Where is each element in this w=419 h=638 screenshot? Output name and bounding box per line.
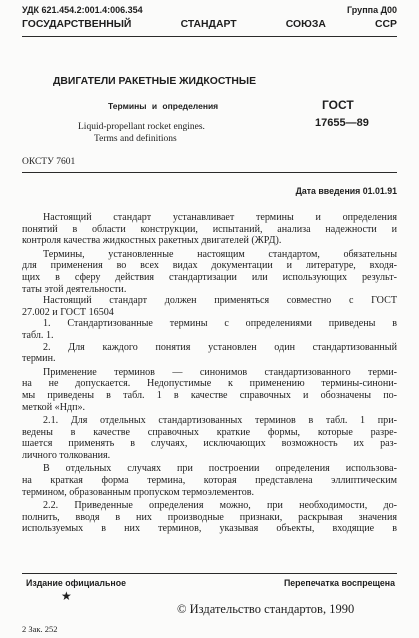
body-line: 2. Для каждого понятия установлен один стандартизованный xyxy=(43,341,397,353)
document-title: ДВИГАТЕЛИ РАКЕТНЫЕ ЖИДКОСТНЫЕ xyxy=(53,76,257,87)
body-line: полнить, вводя в них производные признаки, раскрывая значения xyxy=(22,511,397,523)
title-rule xyxy=(22,172,397,173)
body-line: 2.2. Приведенные определения можно, при необходимости, до- xyxy=(43,500,397,512)
body-line: щих в сферу действия стандартизации или использующих результ- xyxy=(22,271,397,283)
body-line: на краткая форма термина, которая представлена эллиптическим xyxy=(22,475,397,487)
official-edition-note: Издание официальное xyxy=(26,578,126,588)
body-line: ведены в качестве справочных краткие формы, которые разре- xyxy=(22,426,397,438)
body-line: меткой «Ндп». xyxy=(22,401,86,413)
body-line: 2.1. Для отдельных стандартизованных терминов в табл. 1 при- xyxy=(43,415,397,427)
group-code: Группа Д00 xyxy=(347,5,397,15)
body-line: термином, образованным пропуском термоэлементов. xyxy=(22,486,255,498)
gost-number: 17655—89 xyxy=(315,117,369,129)
reprint-prohibited-note: Перепечатка воспрещена xyxy=(283,578,395,588)
oksu-code: ОКСТУ 7601 xyxy=(22,157,76,167)
body-line: мы приведены в табл. 1 в качестве справочных и обозначены по- xyxy=(22,389,397,401)
body-line: личного толкования. xyxy=(22,449,111,461)
footer-rule xyxy=(22,573,397,574)
copyright-notice: © Издательство стандартов, 1990 xyxy=(177,602,355,616)
body-line: 1. Стандартизованные термины с определениями приведены в xyxy=(43,318,397,330)
body-line: Применение терминов — синонимов стандартизованного терми- xyxy=(43,366,397,378)
body-line: используемых в них терминов, указывая объекты, входящие в xyxy=(22,523,397,535)
introduction-date: Дата введения 01.01.91 xyxy=(295,186,397,196)
body-line: шается применять в случаях, исключающих возможность их раз- xyxy=(22,438,397,450)
document-subtitle: Термины и определения xyxy=(108,101,219,111)
header-rule xyxy=(22,36,397,37)
body-line: таты этой деятельности. xyxy=(22,283,127,295)
title-english-line-1: Liquid-propellant rocket engines. xyxy=(78,122,205,132)
body-line: термин. xyxy=(22,353,56,365)
udc-code: УДК 621.454.2:001.4:006.354 xyxy=(22,5,143,15)
state-standard-banner: ГОСУДАРСТВЕННЫЙ СТАНДАРТ СОЮЗА ССР xyxy=(22,19,397,30)
body-line: на не допускается. Недопустимые к применению термины-синони- xyxy=(22,378,397,390)
gost-label: ГОСТ xyxy=(322,98,354,112)
body-line: Настоящий стандарт устанавливает термины и определения xyxy=(43,212,397,223)
body-line: контроля качества жидкостных ракетных двигателей (ЖРД). xyxy=(22,235,282,247)
title-english-line-2: Terms and definitions xyxy=(94,134,177,144)
body-line: понятий в области конструкции, испытаний, анализа надежности и xyxy=(22,223,397,235)
body-line: для применения во всех видах документации и литературе, входя- xyxy=(22,260,397,272)
body-line: табл. 1. xyxy=(22,329,54,341)
body-line: Настоящий стандарт должен применяться совместно с ГОСТ xyxy=(43,295,397,307)
body-line: Термины, установленные настоящим стандартом, обязательны xyxy=(43,248,397,260)
standard-body-text xyxy=(22,212,397,535)
star-icon: ★ xyxy=(61,589,72,603)
body-line: 27.002 и ГОСТ 16504 xyxy=(22,306,114,318)
order-number: 2 Зак. 252 xyxy=(22,624,58,634)
body-line: В отдельных случаях при построении определения использова- xyxy=(43,463,397,475)
